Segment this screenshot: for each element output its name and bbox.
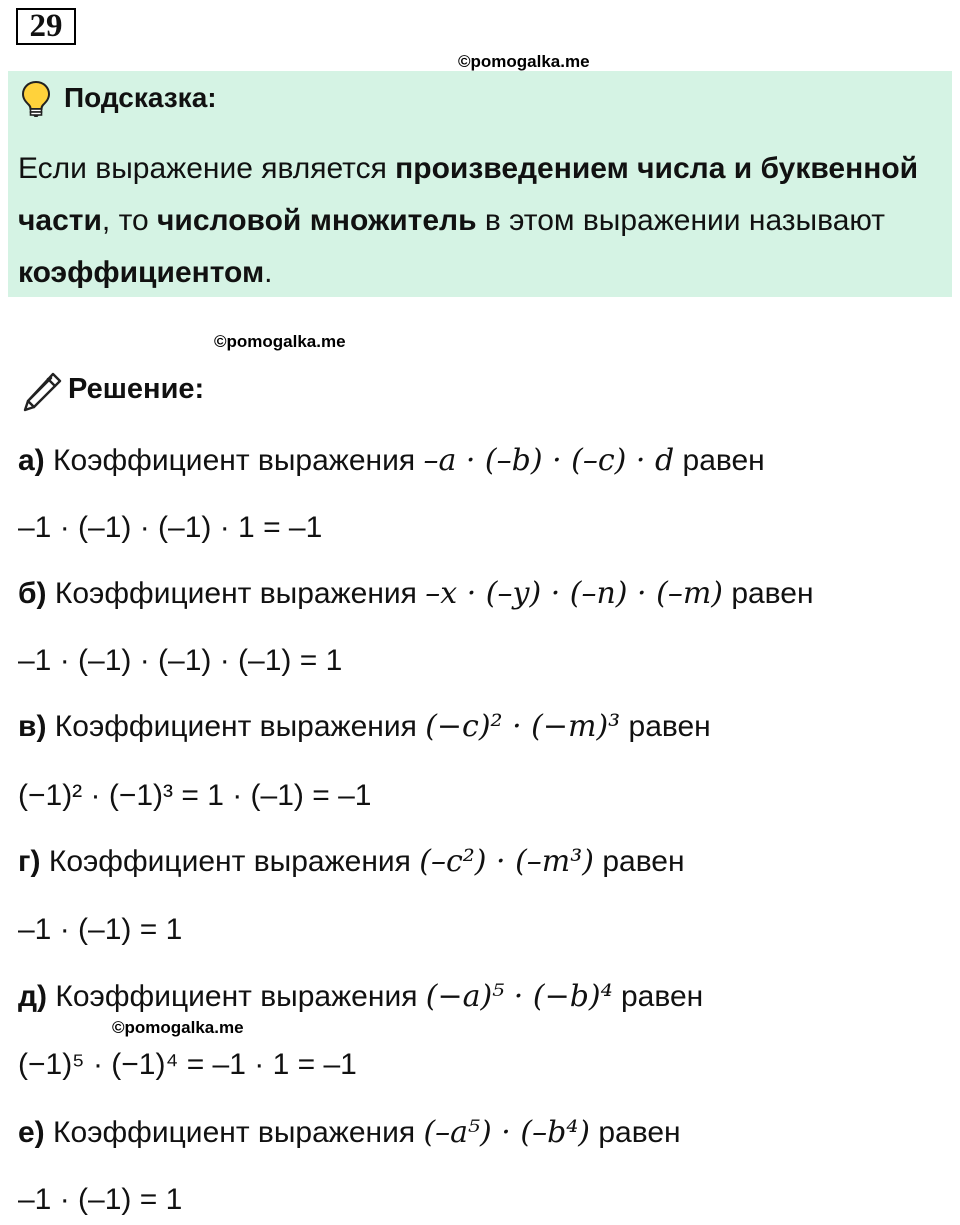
item-label: г) [18,845,41,878]
line-prefix: Коэффициент выражения [53,444,416,477]
expression: –a · (–b) · (–c) · d [423,443,675,478]
solution-title: Решение: [68,373,205,405]
hint-text: Если выражение является произведением числа и буквенной части, то числовой множитель в этом выражении называют коэффициентом. [18,152,919,289]
result-line-b: –1 · (–1) · (–1) · (–1) = 1 [18,644,343,677]
watermark: ©pomogalka.me [458,52,590,71]
result-line-d: (−1)⁵ · (−1)⁴ = –1 · 1 = –1 [18,1048,357,1081]
item-label: а) [18,444,45,477]
item-label: б) [18,577,47,610]
task-number: 29 [16,8,76,45]
solution-line-e [18,1113,681,1153]
line-prefix: Коэффициент выражения [54,710,417,743]
solution-line-b [18,574,814,614]
watermark: ©pomogalka.me [214,332,346,351]
item-label: е) [18,1116,45,1149]
result-line-e: –1 · (–1) = 1 [18,1183,183,1216]
watermark: ©pomogalka.me [112,1018,244,1037]
line-suffix: равен [628,710,711,743]
line-suffix: равен [602,845,685,878]
line-prefix: Коэффициент выражения [54,577,417,610]
pencil-icon [20,370,64,414]
item-label: в) [18,710,47,743]
line-suffix: равен [731,577,814,610]
solution-line-d [18,977,703,1017]
solution-line-g [18,842,685,882]
line-prefix: Коэффициент выражения [53,1116,416,1149]
result-line-a: –1 · (–1) · (–1) · 1 = –1 [18,511,323,544]
item-label: д) [18,980,48,1013]
expression: (–a⁵) · (–b⁴) [423,1115,591,1150]
line-suffix: равен [598,1116,681,1149]
lightbulb-icon [20,80,52,118]
line-suffix: равен [620,980,704,1013]
line-suffix: равен [682,444,765,477]
result-line-g: –1 · (–1) = 1 [18,913,183,946]
solution-line-a [18,441,765,481]
solution-line-v [18,707,711,747]
expression: (−a)⁵ · (−b)⁴ [425,979,613,1014]
line-prefix: Коэффициент выражения [48,845,411,878]
expression: –x · (–y) · (–n) · (–m) [425,576,723,611]
hint-title: Подсказка: [64,82,217,113]
expression: (−c)² · (−m)³ [425,709,621,744]
expression: (–c²) · (–m³) [419,844,594,879]
result-line-v: (−1)² · (−1)³ = 1 · (–1) = –1 [18,779,372,812]
line-prefix: Коэффициент выражения [55,980,418,1013]
